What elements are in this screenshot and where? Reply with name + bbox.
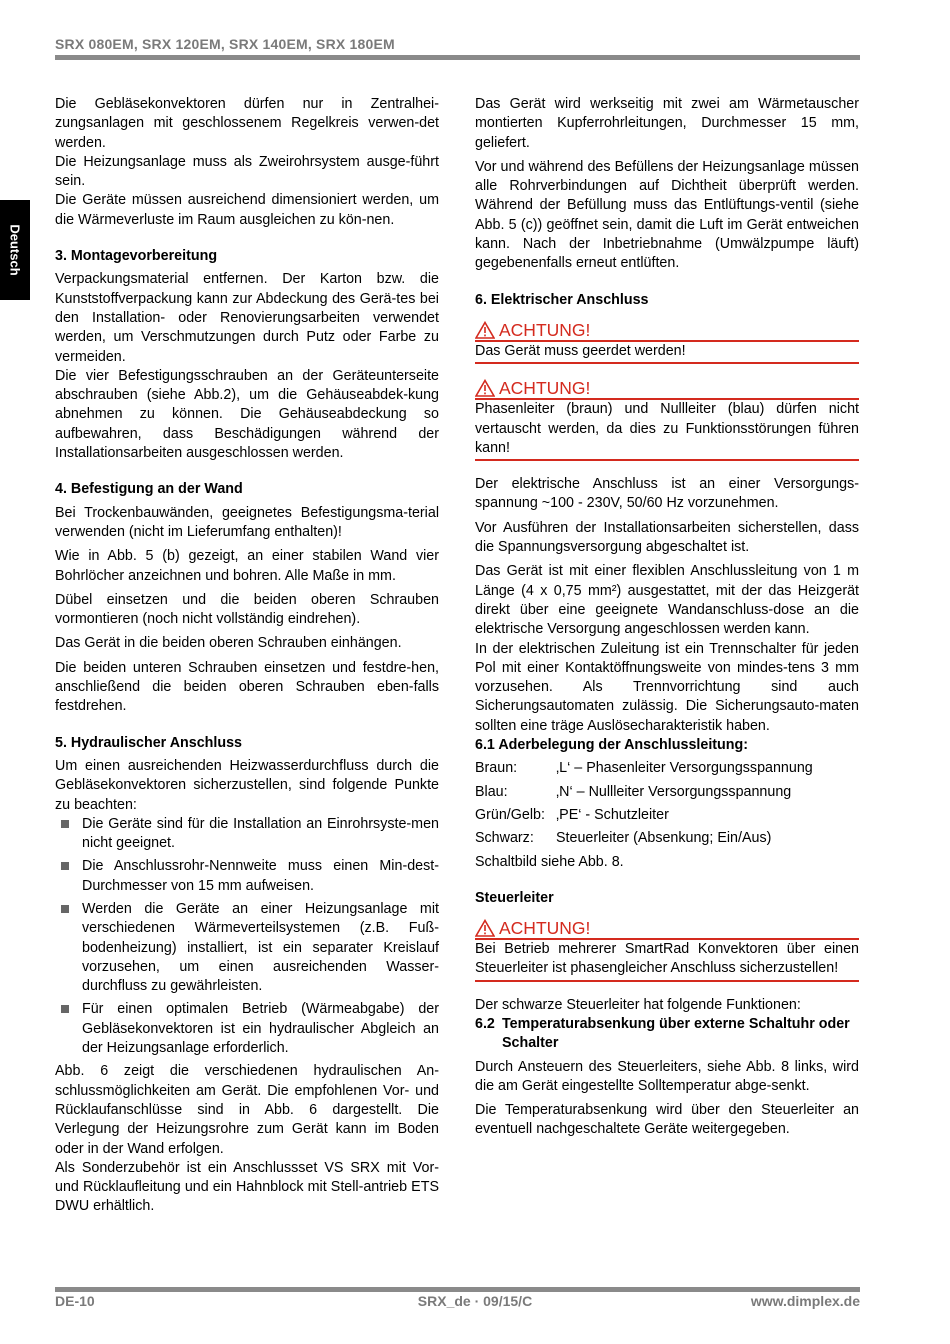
wire-color: Schwarz: (475, 830, 534, 847)
list-item (55, 1000, 439, 1058)
bullet-list (55, 815, 439, 1059)
wire-color: Braun: (475, 760, 518, 777)
warning-header (475, 378, 859, 400)
list-item-text: Werden die Geräte an einer Heizungsanlage mit verschiedenen Wärmeverteilsystemen (z.B. Fuß-bodenheizung) installiert, ist ein separater Kreislauf vorzusehen, um einen ausreichenden Wasser-durchfluss zu gewährleisten. (82, 900, 439, 995)
warning-text: Phasenleiter (braun) und Nullleiter (blau) dürfen nicht vertauscht werden, da dies zu Funktionsstörungen führen kann! (475, 400, 859, 461)
warning-box (475, 320, 859, 364)
warning-title: ACHTUNG! (499, 378, 591, 399)
page-number: DE-10 (55, 1293, 95, 1309)
square-bullet-icon (61, 820, 69, 828)
paragraph: Der elektrische Anschluss ist an einer Versorgungs-spannung ~100 - 230V, 50/60 Hz vorzunehmen. (475, 476, 859, 512)
paragraph: Der schwarze Steuerleiter hat folgende Funktionen: (475, 996, 801, 1013)
warning-triangle-icon (475, 379, 495, 397)
subsection-title: Temperaturabsenkung über externe Schaltuhr oder Schalter (502, 1015, 850, 1052)
section-heading-befestigung: 4. Befestigung an der Wand (55, 481, 243, 498)
subsection-heading-aderbelegung: 6.1 Aderbelegung der Anschlussleitung: (475, 737, 749, 754)
paragraph: Das Gerät wird werkseitig mit zwei am Wärmetauscher montierten Kupferrohrleitungen, Durchmesser 15 mm, geliefert. (475, 96, 859, 151)
warning-header (475, 918, 859, 940)
section-heading-elektrischer-anschluss: 6. Elektrischer Anschluss (475, 291, 649, 308)
right-column (475, 95, 859, 1145)
header-rule (55, 55, 860, 60)
wire-function: ‚PE‘ - Schutzleiter (556, 806, 669, 823)
website-url: www.dimplex.de (750, 1293, 860, 1309)
warning-title: ACHTUNG! (499, 918, 591, 939)
warning-text: Bei Betrieb mehrerer SmartRad Konvektoren über einen Steuerleiter ist phasengleicher Anschluss sicherzustellen! (475, 940, 859, 982)
warning-box (475, 918, 859, 982)
list-item-text: Die Anschlussrohr-Nennweite muss einen Min-dest-Durchmesser von 15 mm aufweisen. (82, 858, 439, 894)
subsection-number: 6.2 (475, 1015, 495, 1032)
wire-color: Grün/Gelb: (475, 806, 545, 823)
language-tab-label: Deutsch (7, 224, 23, 276)
paragraph: Dübel einsetzen und die beiden oberen Schrauben vormontieren (noch nicht vollständig eindrehen). (55, 591, 439, 628)
section-heading-steuerleiter: Steuerleiter (475, 889, 554, 906)
intro-paragraph: Die Heizungsanlage muss als Zweirohrsystem ausge-führt sein. (55, 153, 439, 190)
paragraph: Bei Trockenbauwänden, geeignetes Befestigungsma-terial verwenden (nicht im Lieferumfang enthalten)! (55, 504, 439, 540)
section-heading-hydraulischer-anschluss: 5. Hydraulischer Anschluss (55, 734, 242, 751)
warning-triangle-icon (475, 321, 495, 339)
header-title: SRX 080EM, SRX 120EM, SRX 140EM, SRX 180EM (55, 36, 395, 52)
warning-triangle-icon (475, 919, 495, 937)
square-bullet-icon (61, 905, 69, 913)
square-bullet-icon (61, 862, 69, 870)
paragraph: Vor Ausführen der Installationsarbeiten sicherstellen, dass die Spannungsversorgung abgeschaltet ist. (475, 519, 859, 556)
paragraph: In der elektrischen Zuleitung ist ein Trennschalter für jeden Pol mit einer Kontaktöffnungsweite von mindes-tens 3 mm vorzusehen. Als Trennvorrichtung sind auch Sicherungsautomaten zulässig. Die Sicherungsauto-maten sollten eine träge Auslösecharakteristik haben. (475, 640, 859, 734)
paragraph: Das Gerät ist mit einer flexiblen Anschlussleitung von 1 m Länge (4 x 0,75 mm²) ausgestattet, mit der das Heizgerät direkt über eine geeignete Wandanschluss-dose an die elektrische Versorgung angeschlossen werden kann. (475, 563, 859, 638)
paragraph: Vor und während des Befüllens der Heizungsanlage müssen alle Rohrverbindungen auf Dichtheit überprüft werden. Während der Befüllung muss das Entlüftungs-ventil (siehe Abb. 5 (c)) geöffnet sein, damit die Luft im Gerät entweichen kann. Nach der Inbetriebnahme (Umwälzpumpe läuft) gegebenenfalls erneut entlüften. (475, 158, 859, 272)
paragraph: Wie in Abb. 5 (b) gezeigt, an einer stabilen Wand vier Bohrlöcher anzeichnen und bohren. Alle Maße in mm. (55, 548, 439, 584)
paragraph: Die vier Befestigungsschrauben an der Geräteunterseite abschrauben (siehe Abb.2), um die Gehäuseabdek-kung abnehmen zu können. Die Gehäuseabdeckung so aufbewahren, dass Beschädigungen während der Installationsarbeiten ausgeschlossen werden. (55, 367, 439, 462)
wire-function: Steuerleiter (Absenkung; Ein/Aus) (556, 830, 772, 847)
document-code: SRX_de · 09/15/C (417, 1293, 533, 1309)
warning-title: ACHTUNG! (499, 319, 591, 340)
list-item (55, 815, 439, 854)
paragraph: Das Gerät in die beiden oberen Schrauben einhängen. (55, 635, 402, 652)
footer-rule (55, 1287, 860, 1292)
intro-paragraph: Die Gebläsekonvektoren dürfen nur in Zentralhei-zungsanlagen mit geschlossenem Regelkreis verwen-det werden. (55, 96, 439, 151)
wire-assignment-row (475, 806, 859, 825)
wire-function: ‚L‘ – Phasenleiter Versorgungsspannung (556, 760, 813, 777)
subsection-heading-temperaturabsenkung (475, 1015, 859, 1054)
paragraph: Um einen ausreichenden Heizwasserdurchfluss durch die Gebläsekonvektoren sicherzustellen, sind folgende Punkte zu beachten: (55, 757, 439, 813)
list-item-text: Die Geräte sind für die Installation an Einrohrsyste-men nicht geeignet. (82, 815, 439, 852)
wire-assignment-row (475, 759, 859, 778)
warning-box (475, 378, 859, 461)
paragraph: Abb. 6 zeigt die verschiedenen hydraulischen An-schlussmöglichkeiten am Gerät. Die empfohlenen Vor- und Rücklaufanschlüsse sind in Abb. 6 dargestellt. Die Verlegung der Heizungsrohre zum Gerät kann im Boden oder in der Wand erfolgen. (55, 1063, 439, 1157)
left-column (55, 95, 439, 1222)
wire-assignment-row (475, 783, 859, 802)
paragraph: Durch Ansteuern des Steuerleiters, siehe Abb. 8 links, wird die am Gerät eingestellte Solltemperatur abge-senkt. (475, 1058, 859, 1094)
section-heading-montagevorbereitung: 3. Montagevorbereitung (55, 248, 218, 265)
warning-header (475, 320, 859, 342)
list-item (55, 900, 439, 996)
list-item-text: Für einen optimalen Betrieb (Wärmeabgabe) der Gebläsekonvektoren ist ein hydraulischer Abgleich an der Heizungsanlage erforderlich. (82, 1001, 439, 1057)
paragraph: Als Sonderzubehör ist ein Anschlussset VS SRX mit Vor- und Rücklaufleitung und ein Hahnblock mit Stell-antrieb ETS DWU erhältlich. (55, 1159, 439, 1215)
wire-color: Blau: (475, 783, 508, 800)
paragraph: Schaltbild siehe Abb. 8. (475, 853, 624, 870)
wire-assignment-row (475, 829, 859, 848)
wire-function: ‚N‘ – Nullleiter Versorgungsspannung (556, 783, 792, 800)
square-bullet-icon (61, 1005, 69, 1013)
warning-text: Das Gerät muss geerdet werden! (475, 342, 859, 364)
intro-paragraph: Die Geräte müssen ausreichend dimensioniert werden, um die Wärmeverluste im Raum ausgleichen zu kön-nen. (55, 192, 439, 228)
paragraph: Die Temperaturabsenkung wird über den Steuerleiter an eventuell nachgeschaltete Geräte weitergegeben. (475, 1102, 859, 1138)
paragraph: Verpackungsmaterial entfernen. Der Karton bzw. die Kunststoffverpackung kann zur Abdeckung des Gerä-tes bei den Installation- oder Renovierungsarbeiten verwendet werden, um Verschmutzungen durch Putz oder Farbe zu vermeiden. (55, 271, 439, 365)
paragraph: Die beiden unteren Schrauben einsetzen und festdre-hen, anschließend die beiden oberen Schrauben eben-falls festdrehen. (55, 659, 439, 715)
list-item (55, 857, 439, 896)
